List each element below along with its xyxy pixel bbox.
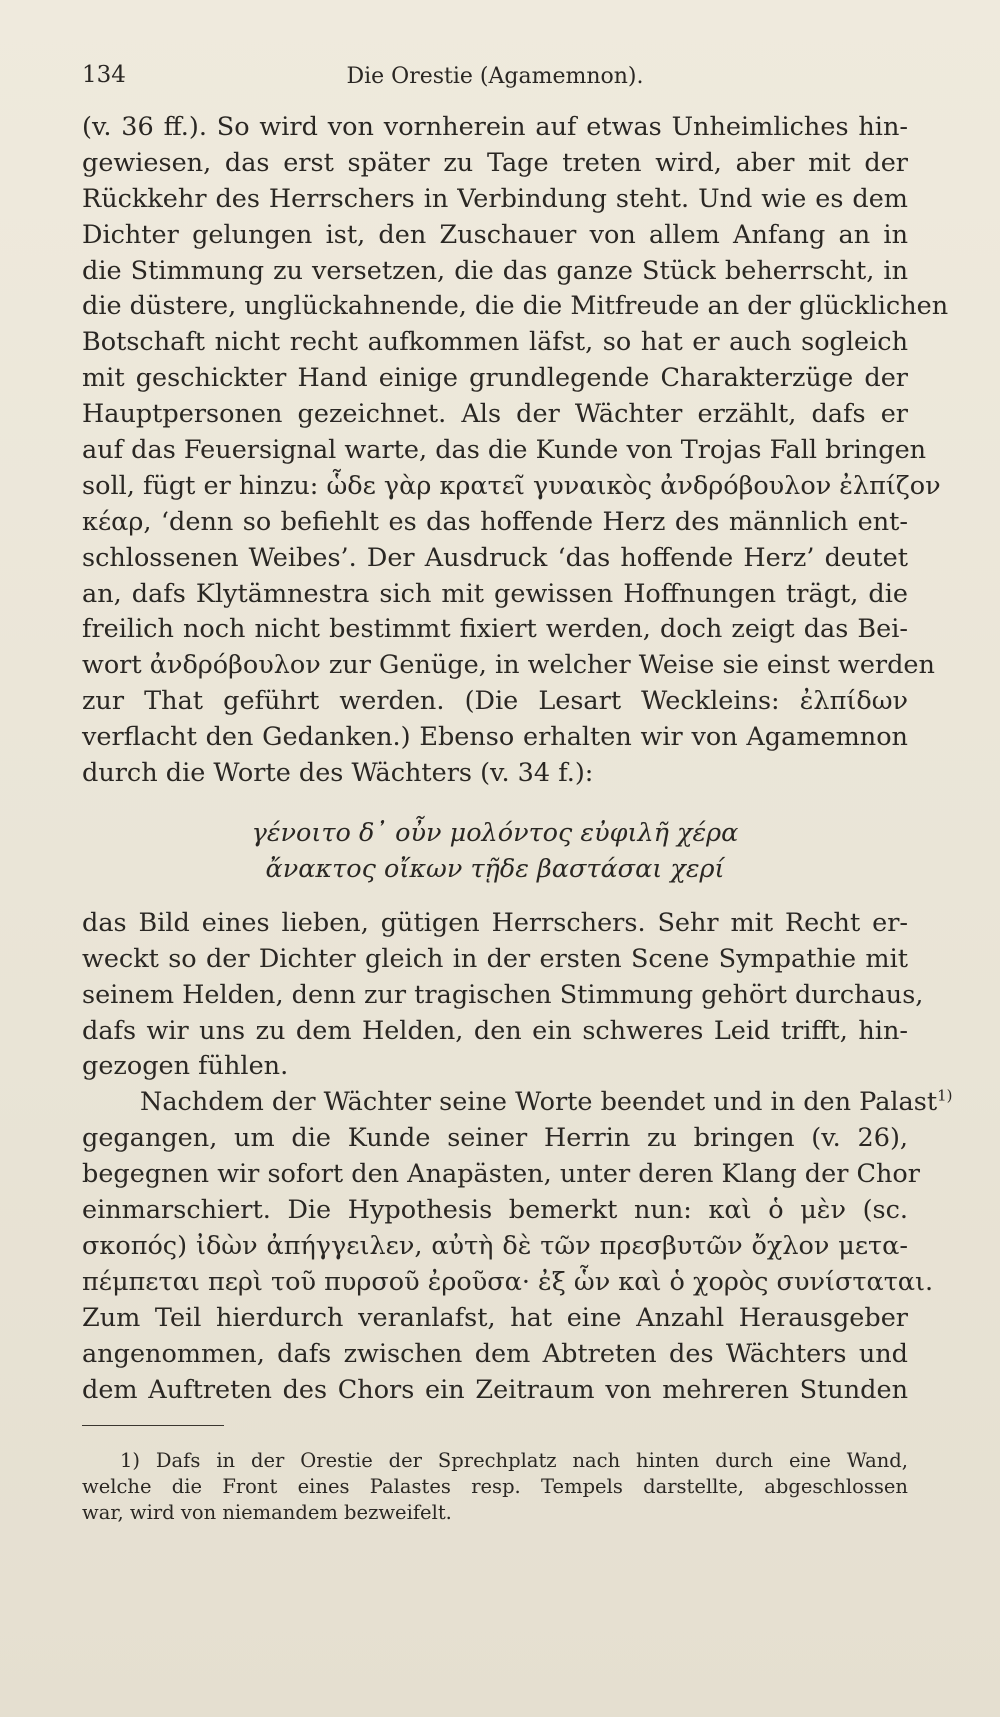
greek-verse-quote (82, 816, 908, 888)
text-line: an, dafs Klytämnestra sich mit gewissen Hoffnungen trägt, die (82, 578, 908, 609)
footnote-line: 1) Dafs in der Orestie der Sprechplatz nach hinten durch eine Wand, (120, 1449, 908, 1472)
footnote (82, 1448, 908, 1526)
text-line (82, 1085, 953, 1121)
text-line: gewiesen, das erst später zu Tage treten wird, aber mit der (82, 147, 908, 178)
verse-line: γένοιτο δ᾽ οὖν μολόντος εὐφιλῆ χέρα (251, 817, 739, 848)
footnote-reference[interactable]: 1) (937, 1086, 953, 1105)
text-line: seinem Helden, denn zur tragischen Stimmung gehört durchaus, (82, 979, 924, 1010)
text-fragment: Nachdem der Wächter seine Worte beendet und in den Palast (140, 1087, 938, 1118)
text-line: κέαρ, ‘denn so befiehlt es das hoffende Herz des männlich ent- (82, 506, 908, 537)
running-title: Die Orestie (Agamemnon). (346, 64, 644, 89)
main-text (82, 110, 953, 1408)
text-line: πέμπεται περὶ τοῦ πυρσοῦ ἐροῦσα· ἐξ ὧν καὶ ὁ χορὸς συνίσταται. (82, 1266, 934, 1297)
text-line: verflacht den Gedanken.) Ebenso erhalten wir von Agamemnon (82, 722, 908, 753)
text-line: auf das Feuersignal warte, das die Kunde von Trojas Fall bringen (82, 435, 927, 466)
page-header (82, 62, 908, 96)
paragraph-1 (82, 110, 949, 792)
text-line: dem Auftreten des Chors ein Zeitraum von mehreren Stunden (82, 1374, 908, 1405)
text-line: gezogen fühlen. (82, 1051, 289, 1082)
text-line: gegangen, um die Kunde seiner Herrin zu bringen (v. 26), (82, 1123, 908, 1154)
footnote-line: welche die Front eines Palastes resp. Tempels darstellte, abgeschlossen (82, 1475, 908, 1498)
text-line: mit geschickter Hand einige grundlegende Charakterzüge der (82, 363, 908, 394)
footnote-line: war, wird von niemandem bezweifelt. (82, 1501, 452, 1524)
text-line: Hauptpersonen gezeichnet. Als der Wächter erzählt, dafs er (82, 399, 908, 430)
text-line: soll, fügt er hinzu: ὧδε γὰρ κρατεῖ γυναικὸς ἀνδρόβουλον ἐλπίζον (82, 470, 941, 501)
text-line: weckt so der Dichter gleich in der ersten Scene Sympathie mit (82, 943, 908, 974)
text-line: (v. 36 ff.). So wird von vornherein auf etwas Unheimliches hin- (82, 112, 908, 142)
text-line: das Bild eines lieben, gütigen Herrschers. Sehr mit Recht er- (82, 907, 908, 938)
text-line: die Stimmung zu versetzen, die das ganze Stück beherrscht, in (82, 255, 908, 286)
text-line: dafs wir uns zu dem Helden, den ein schweres Leid trifft, hin- (82, 1015, 908, 1046)
text-line: Rückkehr des Herrschers in Verbindung steht. Und wie es dem (82, 183, 908, 214)
text-line: begegnen wir sofort den Anapästen, unter deren Klang der Chor (82, 1159, 920, 1190)
text-line: freilich noch nicht bestimmt fixiert werden, doch zeigt das Bei- (82, 614, 908, 645)
text-line: Dichter gelungen ist, den Zuschauer von allem Anfang an in (82, 219, 908, 250)
text-line: zur That geführt werden. (Die Lesart Weckleins: ἐλπίδων (82, 686, 908, 717)
paragraph-2 (82, 906, 924, 1085)
page-number: 134 (82, 62, 126, 88)
text-line: Zum Teil hierdurch veranlafst, hat eine Anzahl Herausgeber (82, 1302, 908, 1333)
text-line: die düstere, unglückahnende, die die Mitfreude an der glücklichen (82, 291, 949, 322)
text-line: wort ἀνδρόβουλον zur Genüge, in welcher Weise sie einst werden (82, 650, 935, 681)
footnote-separator (82, 1425, 224, 1426)
text-line: schlossenen Weibes’. Der Ausdruck ‘das hoffende Herz’ deutet (82, 542, 908, 573)
text-line: einmarschiert. Die Hypothesis bemerkt nun: καὶ ὁ μὲν (sc. (82, 1195, 908, 1226)
text-line: durch die Worte des Wächters (v. 34 f.): (82, 758, 594, 789)
text-line: angenommen, dafs zwischen dem Abtreten des Wächters und (82, 1338, 908, 1369)
paragraph-3 (82, 1085, 953, 1408)
text-line: σκοπός) ἰδὼν ἀπήγγειλεν, αὐτὴ δὲ τῶν πρεσβυτῶν ὄχλον μετα- (82, 1230, 908, 1261)
verse-line: ἄνακτος οἴκων τῇδε βαστάσαι χερί (265, 853, 725, 884)
text-line: Botschaft nicht recht aufkommen läfst, so hat er auch sogleich (82, 327, 908, 358)
